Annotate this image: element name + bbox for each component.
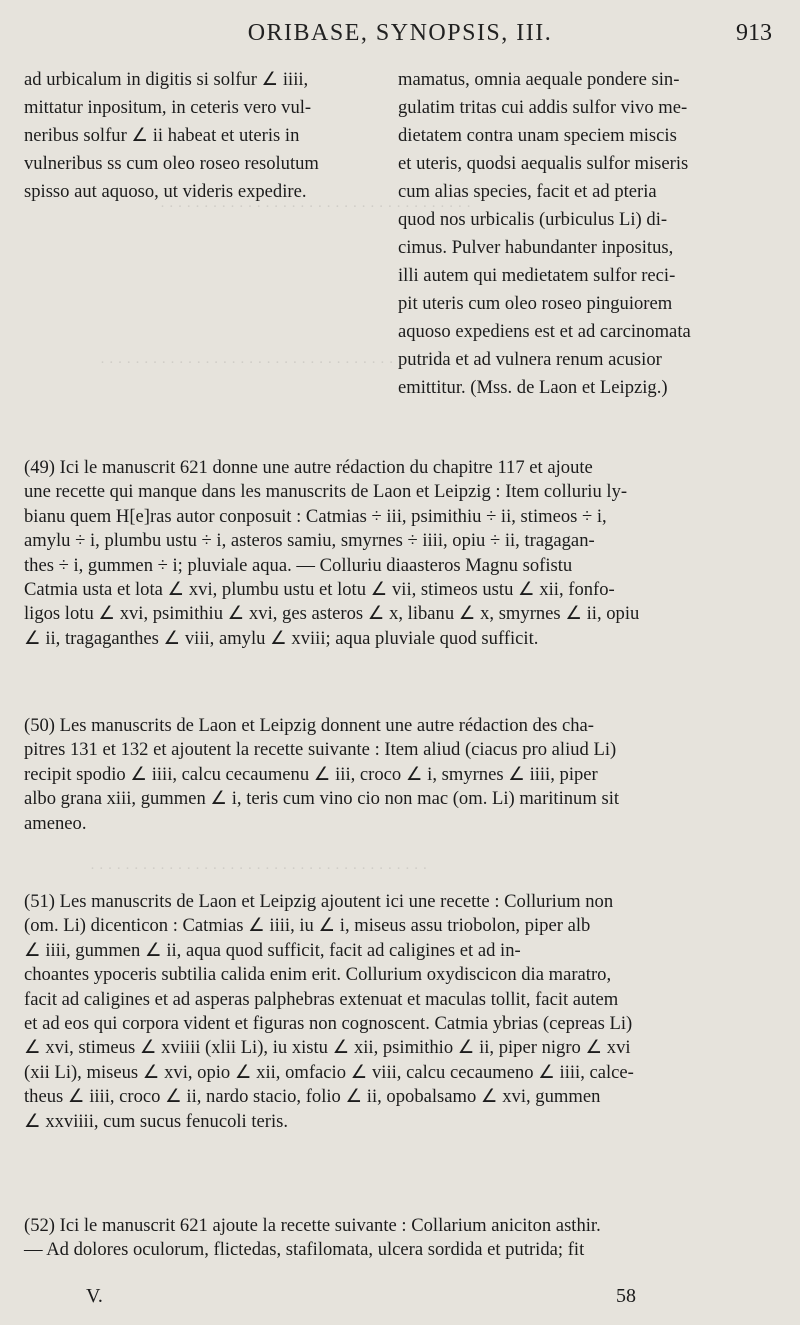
text-line: — Ad dolores oculorum, flictedas, stafilomata, ulcera sordida et putrida; fit	[24, 1239, 585, 1261]
text-line: (49) Ici le manuscrit 621 donne une autre rédaction du chapitre 117 et ajoute	[24, 457, 593, 478]
text-line: une recette qui manque dans les manuscrits de Laon et Leipzig : Item colluriu ly-	[24, 481, 628, 503]
right-column	[398, 66, 778, 402]
text-line: (50) Les manuscrits de Laon et Leipzig donnent une autre rédaction des cha-	[24, 715, 594, 736]
text-line: quod nos urbicalis (urbiculus Li) di-	[398, 209, 668, 230]
bleed-through: · · · · · · · · · · · · · · · · · · · · · · · · · · · · · · · · · · · · · · ·	[90, 861, 428, 877]
text-line: ∠ xxviiii, cum sucus fenucoli teris.	[24, 1110, 289, 1132]
text-line: ∠ xvi, stimeus ∠ xviiii (xlii Li), iu xistu ∠ xii, psimithio ∠ ii, piper nigro ∠ xvi	[24, 1037, 631, 1059]
text-line: ligos lotu ∠ xvi, psimithiu ∠ xvi, ges asteros ∠ x, libanu ∠ x, smyrnes ∠ ii, opiu	[24, 603, 640, 625]
text-line: emittitur. (Mss. de Laon et Leipzig.)	[398, 377, 668, 398]
text-line: pit uteris cum oleo roseo pinguiorem	[398, 293, 673, 314]
text-line: spisso aut aquoso, ut videris expedire.	[24, 181, 307, 202]
note-52	[24, 1214, 776, 1263]
text-line: albo grana xiii, gummen ∠ i, teris cum vino cio non mac (om. Li) maritinum sit	[24, 788, 620, 810]
text-line: mittatur inpositum, in ceteris vero vul-	[24, 97, 312, 118]
note-50	[24, 714, 776, 836]
text-line: facit ad caligines et ad asperas palphebras extenuat et maculas tollit, facit autem	[24, 988, 619, 1010]
text-line: ad urbicalum in digitis si solfur ∠ iiii,	[24, 69, 309, 90]
text-line: ameneo.	[24, 812, 87, 834]
text-line: amylu ÷ i, plumbu ustu ÷ i, asteros samiu, smyrnes ÷ iiii, opiu ÷ ii, tragagan-	[24, 530, 595, 552]
text-line: choantes ypoceris subtilia calida enim erit. Collurium oxydiscicon dia maratro,	[24, 964, 612, 986]
text-line: putrida et ad vulnera renum acusior	[398, 349, 662, 370]
text-line: thes ÷ i, gummen ÷ i; pluviale aqua. — Colluriu diaasteros Magnu sofistu	[24, 554, 573, 576]
page-number: 913	[736, 20, 772, 46]
running-header	[0, 20, 800, 52]
text-line: recipit spodio ∠ iiii, calcu cecaumenu ∠ iii, croco ∠ i, smyrnes ∠ iiii, piper	[24, 763, 598, 785]
text-line: et uteris, quodsi aequalis sulfor miseris	[398, 153, 689, 174]
text-line: dietatem contra unam speciem miscis	[398, 125, 677, 146]
text-line: cimus. Pulver habundanter inpositus,	[398, 237, 674, 258]
text-line: cum alias species, facit et ad pteria	[398, 181, 657, 202]
text-line: aquoso expediens est et ad carcinomata	[398, 321, 691, 342]
text-line: pitres 131 et 132 et ajoutent la recette suivante : Item aliud (ciacus pro aliud Li)	[24, 739, 617, 761]
text-line: ∠ iiii, gummen ∠ ii, aqua quod sufficit, facit ad caligines et ad in-	[24, 939, 521, 961]
text-line: vulneribus ss cum oleo roseo resolutum	[24, 153, 319, 174]
text-line: Catmia usta et lota ∠ xvi, plumbu ustu et lotu ∠ vii, stimeos ustu ∠ xii, fonfo-	[24, 578, 615, 600]
note-49	[24, 456, 776, 651]
left-column	[24, 66, 374, 206]
text-line: et ad eos qui corpora vident et figuras non cognoscent. Catmia ybrias (cepreas Li)	[24, 1012, 633, 1034]
note-51	[24, 890, 776, 1134]
sheet-number: 58	[616, 1285, 636, 1307]
text-line: (xii Li), miseus ∠ xvi, opio ∠ xii, omfacio ∠ viii, calcu cecaumeno ∠ iiii, calce-	[24, 1061, 634, 1083]
page-footer	[0, 1285, 800, 1315]
bleed-through: · · · · · · · · · · · · · · · · · · · · · · · · · · · · · · · · · · · · · · ·	[100, 355, 438, 371]
text-line: theus ∠ iiii, croco ∠ ii, nardo stacio, folio ∠ ii, opobalsamo ∠ xvi, gummen	[24, 1086, 601, 1108]
text-line: illi autem qui medietatem sulfor reci-	[398, 265, 676, 286]
running-title: ORIBASE, SYNOPSIS, III.	[247, 20, 553, 46]
bleed-through: · · · · · · · · · · · · · · · · · · · · · · · · · · · · · · · · · · · ·	[160, 199, 472, 215]
text-line: (52) Ici le manuscrit 621 ajoute la recette suivante : Collarium aniciton asthir.	[24, 1215, 601, 1236]
text-line: (51) Les manuscrits de Laon et Leipzig ajoutent ici une recette : Collurium non	[24, 891, 614, 912]
text-line: bianu quem H[e]ras autor conposuit : Catmias ÷ iii, psimithiu ÷ ii, stimeos ÷ i,	[24, 505, 607, 527]
text-line: (om. Li) dicenticon : Catmias ∠ iiii, iu ∠ i, miseus assu triobolon, piper alb	[24, 915, 591, 937]
text-line: neribus solfur ∠ ii habeat et uteris in	[24, 125, 300, 146]
text-line: gulatim tritas cui addis sulfor vivo me-	[398, 97, 688, 118]
text-line: ∠ ii, tragaganthes ∠ viii, amylu ∠ xviii; aqua pluviale quod sufficit.	[24, 627, 539, 649]
signature-mark: V.	[86, 1285, 103, 1307]
text-line: mamatus, omnia aequale pondere sin-	[398, 69, 680, 90]
